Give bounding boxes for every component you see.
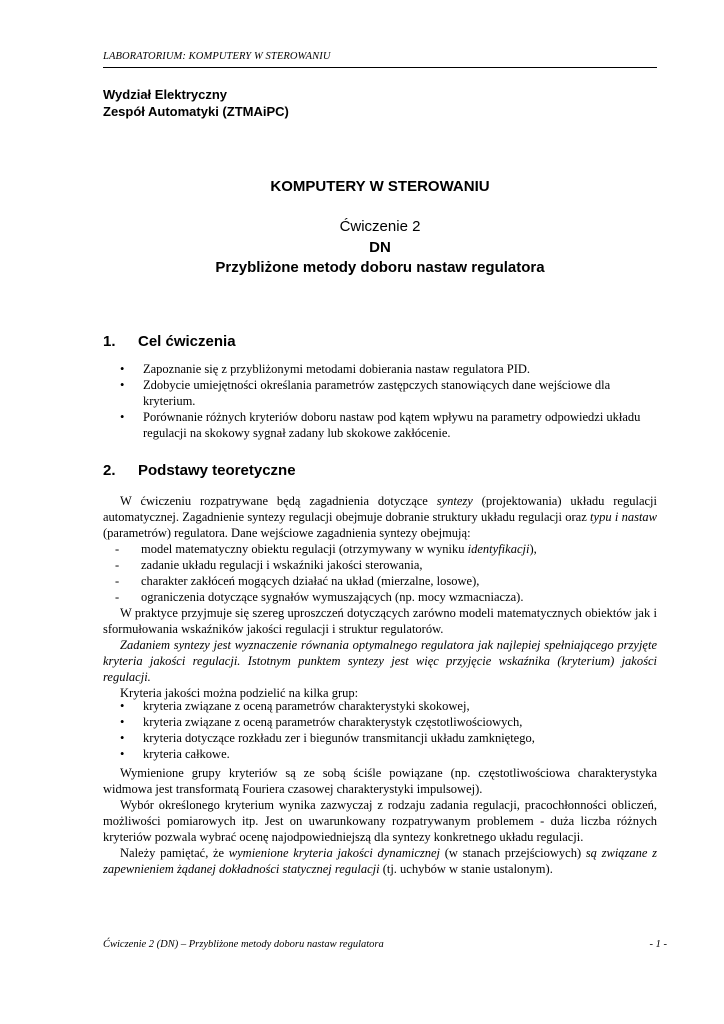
faculty-name: Wydział Elektryczny: [103, 87, 228, 102]
bullet-icon: •: [120, 747, 125, 761]
list-item: - model matematyczny obiektu regulacji (otrzymywany w wyniku identyfikacji),: [115, 542, 537, 556]
paragraph: W praktyce przyjmuje się szereg uproszczeń dotyczących zarówno modeli matematycznych obiektów jak i sformułowania wskaźników jakości regulacji i struktur regulatorów.: [103, 606, 657, 636]
section-2-heading: [103, 462, 296, 479]
section-1-number: 1.: [103, 333, 116, 350]
paragraph: W ćwiczeniu rozpatrywane będą zagadnienia dotyczące syntezy (projektowania) układu regulacji automatycznej. Zagadnienie syntezy regulacji obejmuje dobranie struktury układu regulacji oraz typu i nastaw (parametrów) regulatora. Dane wejściowe zagadnienia syntezy obejmują:: [103, 494, 658, 540]
bullet-icon: •: [120, 699, 125, 713]
list-item: - ograniczenia dotyczące sygnałów wymuszających (np. mocy wzmacniacza).: [115, 590, 524, 604]
objectives-list: [103, 361, 657, 441]
list-item-text: kryteria związane z oceną parametrów charakterystyki skokowej,: [143, 699, 470, 713]
exercise-number: Ćwiczenie 2: [339, 218, 421, 235]
paragraph: Należy pamiętać, że wymienione kryteria jakości dynamicznej (w stanach przejściowych) są związane z zapewnieniem żądanej dokładności statycznej regulacji (tj. uchybów w stanie ustalonym).: [103, 846, 658, 876]
synthesis-inputs-list: [103, 541, 657, 605]
course-title: KOMPUTERY W STEROWANIU: [270, 178, 490, 195]
list-item: [103, 361, 657, 377]
section-2-title: Podstawy teoretyczne: [138, 462, 296, 479]
institution-block: [103, 86, 289, 120]
header-rule: [103, 67, 657, 68]
department-name: Zespół Automatyki (ZTMAiPC): [103, 104, 289, 119]
bullet-icon: •: [120, 715, 125, 729]
list-item-text: Zapoznanie się z przybliżonymi metodami dobierania nastaw regulatora PID.: [143, 362, 531, 376]
list-item: [103, 698, 657, 714]
bullet-icon: •: [120, 362, 125, 376]
list-item: [103, 377, 657, 409]
running-header: LABORATORIUM: KOMPUTERY W STEROWANIU: [103, 51, 331, 62]
exercise-code: DN: [369, 239, 391, 256]
list-item-text: Porównanie różnych kryteriów doboru nastaw pod kątem wpływu na parametry odpowiedzi układu regulacji na skokowy sygnał zadany lub skokowe zakłócenie.: [143, 410, 641, 440]
bullet-icon: •: [120, 378, 125, 392]
paragraph: Wybór określonego kryterium wynika zazwyczaj z rodzaju zadania regulacji, pracochłonności obliczeń, możliwości pomiarowych itp. Jest on uwarunkowany rozpatrywanym problemem - duża liczba różnych kryteriów pozwala wybrać ocenę najodpowiedniejszą dla syntezy konkretnego układu regulacji.: [103, 798, 657, 844]
list-item: [103, 730, 657, 746]
theory-text-part1: [103, 493, 657, 701]
list-item-text: kryteria całkowe.: [143, 747, 230, 761]
paragraph: Wymienione grupy kryteriów są ze sobą ściśle powiązane (np. częstotliwościowa charakterystyka widmowa jest transformatą Fouriera czasowej charakterystyki impulsowej).: [103, 766, 657, 796]
running-footer: Ćwiczenie 2 (DN) – Przybliżone metody doboru nastaw regulatora: [103, 939, 384, 950]
criteria-list: [103, 698, 657, 762]
dash-marker: -: [115, 542, 120, 556]
paragraph-italic: Zadaniem syntezy jest wyznaczenie równania optymalnego regulatora jak najlepiej spełniającego przyjęte kryteria jakości regulacji. Istotnym punktem syntezy jest więc przyjęcie wskaźnika (kryterium) jakości regulacji.: [103, 638, 657, 684]
section-2-number: 2.: [103, 462, 116, 479]
theory-text-part2: [103, 765, 657, 877]
bullet-icon: •: [120, 410, 125, 424]
list-item-text: Zdobycie umiejętności określania parametrów zastępczych stanowiących dane wejściowe dla kryterium.: [143, 378, 611, 408]
dash-marker: -: [115, 574, 120, 588]
list-item-text: kryteria dotyczące rozkładu zer i biegunów transmitancji układu zamkniętego,: [143, 731, 535, 745]
list-item: [103, 746, 657, 762]
exercise-topic: Przybliżone metody doboru nastaw regulatora: [215, 259, 545, 276]
list-item: [103, 714, 657, 730]
section-1-heading: [103, 333, 236, 350]
dash-marker: -: [115, 558, 120, 572]
bullet-icon: •: [120, 731, 125, 745]
list-item: [103, 409, 657, 441]
list-item-text: kryteria związane z oceną parametrów charakterystyk częstotliwościowych,: [143, 715, 523, 729]
paragraph: Kryteria jakości można podzielić na kilka grup:: [120, 686, 359, 700]
page-number: - 1 -: [649, 939, 667, 950]
list-item: - zadanie układu regulacji i wskaźniki jakości sterowania,: [115, 558, 423, 572]
list-item: - charakter zakłóceń mogących działać na układ (mierzalne, losowe),: [115, 574, 480, 588]
dash-marker: -: [115, 590, 120, 604]
section-1-title: Cel ćwiczenia: [138, 333, 236, 350]
